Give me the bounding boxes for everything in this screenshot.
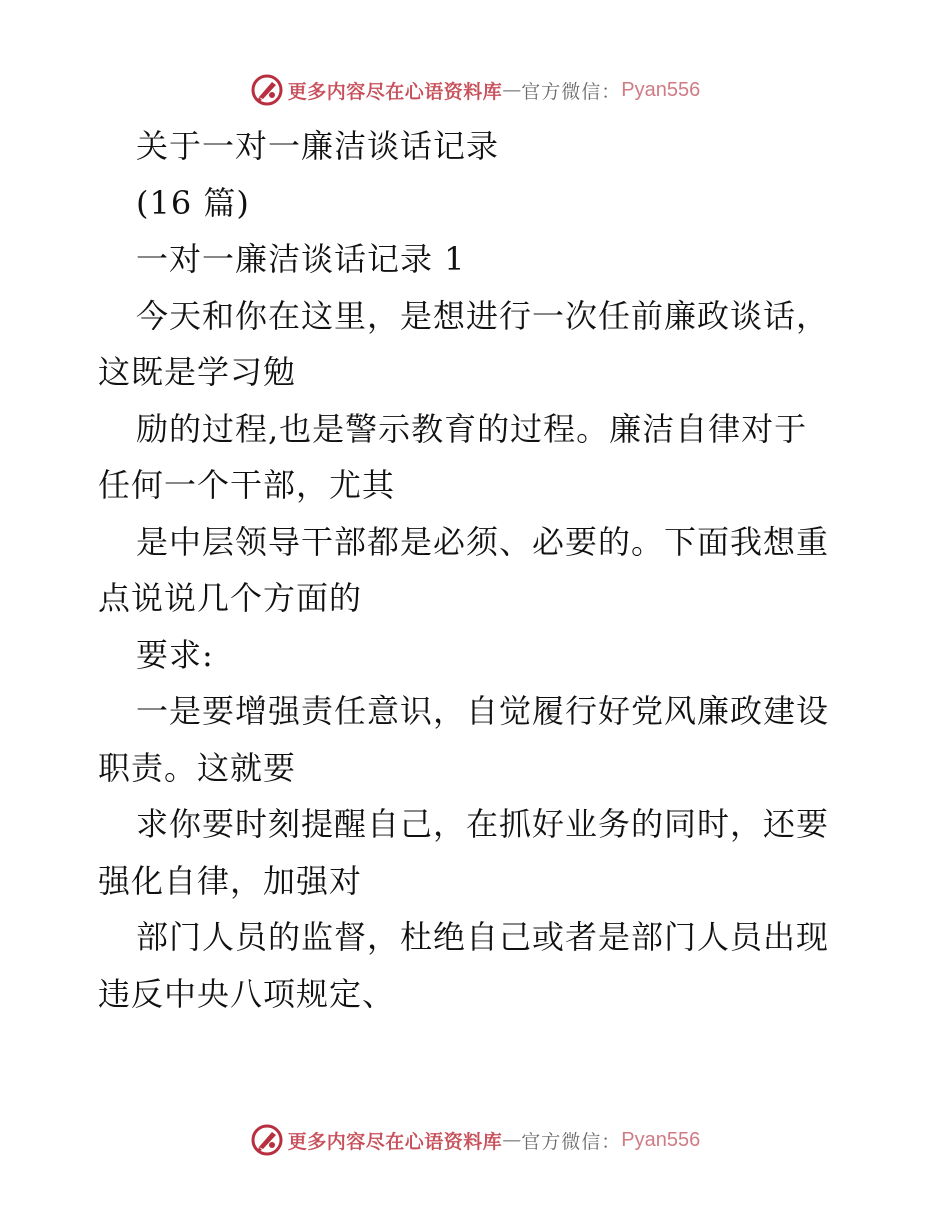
paragraph-line: 部门人员的监督，杜绝自己或者是部门人员出现: [136, 918, 830, 956]
paragraph-line: 任何一个干部，尤其: [98, 466, 396, 504]
paragraph-line: 违反中央八项规定、: [98, 974, 396, 1013]
paragraph-line: 今天和你在这里，是想进行一次任前廉政谈话，: [136, 296, 830, 335]
quill-logo-icon: [250, 73, 284, 107]
paragraph-line: 点说说几个方面的: [98, 579, 363, 617]
quill-logo-icon: [250, 1123, 284, 1157]
banner-text: 更多内容尽在心语资料库: [287, 80, 503, 103]
document-subtitle: (16 篇): [136, 183, 250, 222]
paragraph-line: 这既是学习勉: [98, 353, 297, 391]
paragraph-line: 励的过程,也是警示教育的过程。廉洁自律对于: [136, 409, 808, 448]
banner-wechat-id: Pyan556: [621, 1128, 701, 1151]
banner-official-label: 官方微信：: [521, 1130, 622, 1153]
paragraph-line: 是中层领导干部都是必须、必要的。下面我想重: [136, 522, 830, 561]
banner-official-label: 官方微信：: [521, 80, 622, 103]
header-banner: [0, 68, 950, 112]
footer-banner: [0, 1118, 950, 1162]
banner-text: 更多内容尽在心语资料库: [287, 1130, 503, 1153]
paragraph-line: 一是要增强责任意识，自觉履行好党风廉政建设: [136, 692, 830, 730]
paragraph-line: 强化自律，加强对: [98, 861, 363, 900]
banner-dash: —: [502, 79, 522, 101]
banner-wechat-id: Pyan556: [621, 78, 701, 101]
paragraph-line: 职责。这就要: [98, 748, 297, 787]
banner-dash: —: [502, 1129, 522, 1151]
paragraph-line: 求你要时刻提醒自己，在抓好业务的同时，还要: [136, 805, 830, 843]
document-title: 关于一对一廉洁谈话记录: [136, 127, 500, 165]
paragraph-line: 要求:: [136, 635, 214, 674]
document-body: [98, 118, 858, 1022]
section-heading: 一对一廉洁谈话记录 1: [136, 240, 466, 278]
